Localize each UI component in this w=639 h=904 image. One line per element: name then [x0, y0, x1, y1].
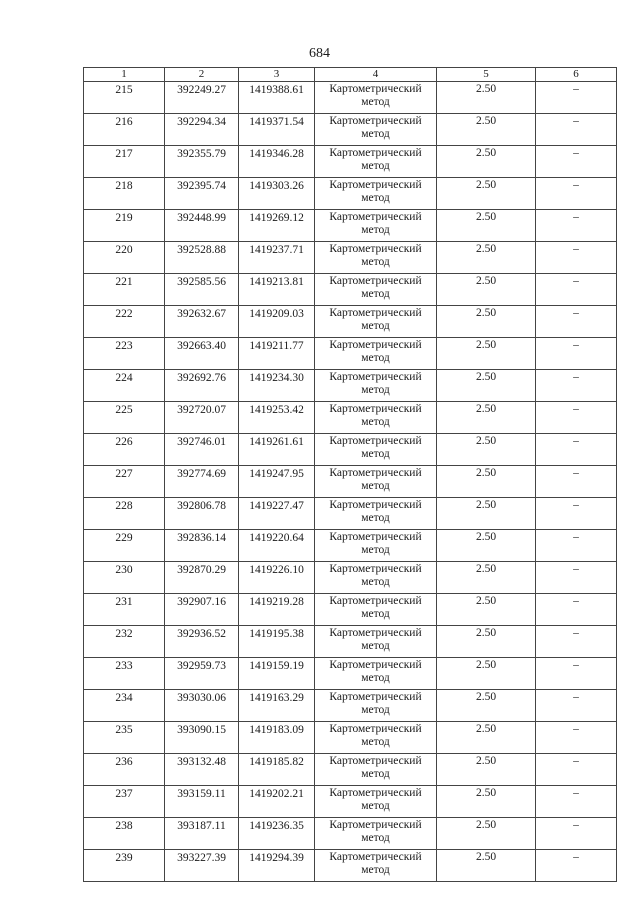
- y-coordinate-cell: 1419388.61: [239, 82, 315, 114]
- x-coordinate-cell: 392774.69: [165, 466, 239, 498]
- y-coordinate-cell: 1419236.35: [239, 818, 315, 850]
- accuracy-cell: 2.50: [437, 306, 536, 338]
- table-row: [84, 114, 617, 146]
- table-row: [84, 466, 617, 498]
- accuracy-cell: 2.50: [437, 818, 536, 850]
- accuracy-cell: 2.50: [437, 722, 536, 754]
- note-cell: –: [536, 498, 617, 530]
- method-cell: Картометрический метод: [315, 242, 437, 274]
- note-cell: –: [536, 370, 617, 402]
- column-header: 4: [315, 68, 437, 82]
- accuracy-cell: 2.50: [437, 498, 536, 530]
- table-row: [84, 210, 617, 242]
- y-coordinate-cell: 1419213.81: [239, 274, 315, 306]
- point-number-cell: 239: [84, 850, 165, 882]
- x-coordinate-cell: 392836.14: [165, 530, 239, 562]
- accuracy-cell: 2.50: [437, 370, 536, 402]
- note-cell: –: [536, 786, 617, 818]
- note-cell: –: [536, 722, 617, 754]
- x-coordinate-cell: 392959.73: [165, 658, 239, 690]
- method-cell: Картометрический метод: [315, 306, 437, 338]
- column-header: 2: [165, 68, 239, 82]
- y-coordinate-cell: 1419261.61: [239, 434, 315, 466]
- x-coordinate-cell: 392395.74: [165, 178, 239, 210]
- note-cell: –: [536, 306, 617, 338]
- method-cell: Картометрический метод: [315, 146, 437, 178]
- y-coordinate-cell: 1419303.26: [239, 178, 315, 210]
- point-number-cell: 229: [84, 530, 165, 562]
- method-cell: Картометрический метод: [315, 594, 437, 626]
- table-row: [84, 786, 617, 818]
- method-cell: Картометрический метод: [315, 530, 437, 562]
- point-number-cell: 221: [84, 274, 165, 306]
- point-number-cell: 218: [84, 178, 165, 210]
- point-number-cell: 215: [84, 82, 165, 114]
- table-row: [84, 338, 617, 370]
- table-row: [84, 274, 617, 306]
- point-number-cell: 236: [84, 754, 165, 786]
- method-cell: Картометрический метод: [315, 82, 437, 114]
- table-row: [84, 690, 617, 722]
- method-cell: Картометрический метод: [315, 754, 437, 786]
- note-cell: –: [536, 146, 617, 178]
- y-coordinate-cell: 1419159.19: [239, 658, 315, 690]
- note-cell: –: [536, 594, 617, 626]
- table-row: [84, 626, 617, 658]
- point-number-cell: 224: [84, 370, 165, 402]
- accuracy-cell: 2.50: [437, 402, 536, 434]
- accuracy-cell: 2.50: [437, 146, 536, 178]
- note-cell: –: [536, 178, 617, 210]
- x-coordinate-cell: 392936.52: [165, 626, 239, 658]
- accuracy-cell: 2.50: [437, 434, 536, 466]
- y-coordinate-cell: 1419209.03: [239, 306, 315, 338]
- y-coordinate-cell: 1419185.82: [239, 754, 315, 786]
- table-body: [84, 82, 617, 882]
- accuracy-cell: 2.50: [437, 658, 536, 690]
- x-coordinate-cell: 392720.07: [165, 402, 239, 434]
- y-coordinate-cell: 1419226.10: [239, 562, 315, 594]
- column-header: 3: [239, 68, 315, 82]
- point-number-cell: 225: [84, 402, 165, 434]
- y-coordinate-cell: 1419202.21: [239, 786, 315, 818]
- table-row: [84, 594, 617, 626]
- point-number-cell: 231: [84, 594, 165, 626]
- note-cell: –: [536, 530, 617, 562]
- point-number-cell: 232: [84, 626, 165, 658]
- note-cell: –: [536, 690, 617, 722]
- method-cell: Картометрический метод: [315, 274, 437, 306]
- method-cell: Картометрический метод: [315, 626, 437, 658]
- method-cell: Картометрический метод: [315, 722, 437, 754]
- table-row: [84, 722, 617, 754]
- table-row: [84, 402, 617, 434]
- y-coordinate-cell: 1419211.77: [239, 338, 315, 370]
- y-coordinate-cell: 1419294.39: [239, 850, 315, 882]
- accuracy-cell: 2.50: [437, 562, 536, 594]
- table-header-row: [84, 68, 617, 82]
- x-coordinate-cell: 392294.34: [165, 114, 239, 146]
- method-cell: Картометрический метод: [315, 466, 437, 498]
- accuracy-cell: 2.50: [437, 530, 536, 562]
- column-header: 1: [84, 68, 165, 82]
- accuracy-cell: 2.50: [437, 850, 536, 882]
- accuracy-cell: 2.50: [437, 274, 536, 306]
- method-cell: Картометрический метод: [315, 850, 437, 882]
- point-number-cell: 227: [84, 466, 165, 498]
- y-coordinate-cell: 1419183.09: [239, 722, 315, 754]
- table-row: [84, 818, 617, 850]
- x-coordinate-cell: 392692.76: [165, 370, 239, 402]
- point-number-cell: 230: [84, 562, 165, 594]
- accuracy-cell: 2.50: [437, 114, 536, 146]
- method-cell: Картометрический метод: [315, 498, 437, 530]
- point-number-cell: 223: [84, 338, 165, 370]
- accuracy-cell: 2.50: [437, 210, 536, 242]
- y-coordinate-cell: 1419227.47: [239, 498, 315, 530]
- x-coordinate-cell: 392632.67: [165, 306, 239, 338]
- point-number-cell: 220: [84, 242, 165, 274]
- point-number-cell: 217: [84, 146, 165, 178]
- accuracy-cell: 2.50: [437, 466, 536, 498]
- method-cell: Картометрический метод: [315, 818, 437, 850]
- method-cell: Картометрический метод: [315, 210, 437, 242]
- accuracy-cell: 2.50: [437, 82, 536, 114]
- note-cell: –: [536, 626, 617, 658]
- table-row: [84, 242, 617, 274]
- accuracy-cell: 2.50: [437, 338, 536, 370]
- x-coordinate-cell: 393132.48: [165, 754, 239, 786]
- table-row: [84, 178, 617, 210]
- method-cell: Картометрический метод: [315, 114, 437, 146]
- y-coordinate-cell: 1419371.54: [239, 114, 315, 146]
- accuracy-cell: 2.50: [437, 754, 536, 786]
- y-coordinate-cell: 1419195.38: [239, 626, 315, 658]
- note-cell: –: [536, 850, 617, 882]
- note-cell: –: [536, 818, 617, 850]
- y-coordinate-cell: 1419247.95: [239, 466, 315, 498]
- note-cell: –: [536, 466, 617, 498]
- y-coordinate-cell: 1419219.28: [239, 594, 315, 626]
- column-header: 5: [437, 68, 536, 82]
- x-coordinate-cell: 392746.01: [165, 434, 239, 466]
- point-number-cell: 237: [84, 786, 165, 818]
- x-coordinate-cell: 393187.11: [165, 818, 239, 850]
- x-coordinate-cell: 393227.39: [165, 850, 239, 882]
- x-coordinate-cell: 392448.99: [165, 210, 239, 242]
- point-number-cell: 219: [84, 210, 165, 242]
- note-cell: –: [536, 338, 617, 370]
- y-coordinate-cell: 1419163.29: [239, 690, 315, 722]
- method-cell: Картометрический метод: [315, 690, 437, 722]
- note-cell: –: [536, 274, 617, 306]
- accuracy-cell: 2.50: [437, 594, 536, 626]
- x-coordinate-cell: 392355.79: [165, 146, 239, 178]
- y-coordinate-cell: 1419269.12: [239, 210, 315, 242]
- table-row: [84, 562, 617, 594]
- table-row: [84, 434, 617, 466]
- column-header: 6: [536, 68, 617, 82]
- coordinates-table: [83, 67, 617, 882]
- point-number-cell: 235: [84, 722, 165, 754]
- method-cell: Картометрический метод: [315, 338, 437, 370]
- method-cell: Картометрический метод: [315, 562, 437, 594]
- accuracy-cell: 2.50: [437, 178, 536, 210]
- x-coordinate-cell: 392907.16: [165, 594, 239, 626]
- point-number-cell: 233: [84, 658, 165, 690]
- table-row: [84, 498, 617, 530]
- point-number-cell: 228: [84, 498, 165, 530]
- method-cell: Картометрический метод: [315, 178, 437, 210]
- y-coordinate-cell: 1419346.28: [239, 146, 315, 178]
- page-number: 684: [309, 46, 330, 61]
- x-coordinate-cell: 392528.88: [165, 242, 239, 274]
- method-cell: Картометрический метод: [315, 402, 437, 434]
- point-number-cell: 238: [84, 818, 165, 850]
- accuracy-cell: 2.50: [437, 690, 536, 722]
- table-row: [84, 306, 617, 338]
- x-coordinate-cell: 393090.15: [165, 722, 239, 754]
- note-cell: –: [536, 114, 617, 146]
- note-cell: –: [536, 82, 617, 114]
- table-row: [84, 754, 617, 786]
- method-cell: Картометрический метод: [315, 786, 437, 818]
- accuracy-cell: 2.50: [437, 242, 536, 274]
- note-cell: –: [536, 242, 617, 274]
- note-cell: –: [536, 210, 617, 242]
- x-coordinate-cell: 392806.78: [165, 498, 239, 530]
- y-coordinate-cell: 1419234.30: [239, 370, 315, 402]
- table-row: [84, 658, 617, 690]
- point-number-cell: 216: [84, 114, 165, 146]
- point-number-cell: 222: [84, 306, 165, 338]
- y-coordinate-cell: 1419220.64: [239, 530, 315, 562]
- x-coordinate-cell: 392585.56: [165, 274, 239, 306]
- accuracy-cell: 2.50: [437, 786, 536, 818]
- method-cell: Картометрический метод: [315, 370, 437, 402]
- point-number-cell: 234: [84, 690, 165, 722]
- x-coordinate-cell: 392663.40: [165, 338, 239, 370]
- table-row: [84, 530, 617, 562]
- table-row: [84, 370, 617, 402]
- note-cell: –: [536, 434, 617, 466]
- method-cell: Картометрический метод: [315, 434, 437, 466]
- x-coordinate-cell: 392870.29: [165, 562, 239, 594]
- x-coordinate-cell: 393159.11: [165, 786, 239, 818]
- table-row: [84, 850, 617, 882]
- accuracy-cell: 2.50: [437, 626, 536, 658]
- y-coordinate-cell: 1419237.71: [239, 242, 315, 274]
- x-coordinate-cell: 393030.06: [165, 690, 239, 722]
- point-number-cell: 226: [84, 434, 165, 466]
- table-row: [84, 146, 617, 178]
- x-coordinate-cell: 392249.27: [165, 82, 239, 114]
- note-cell: –: [536, 754, 617, 786]
- note-cell: –: [536, 658, 617, 690]
- method-cell: Картометрический метод: [315, 658, 437, 690]
- note-cell: –: [536, 562, 617, 594]
- note-cell: –: [536, 402, 617, 434]
- table-row: [84, 82, 617, 114]
- y-coordinate-cell: 1419253.42: [239, 402, 315, 434]
